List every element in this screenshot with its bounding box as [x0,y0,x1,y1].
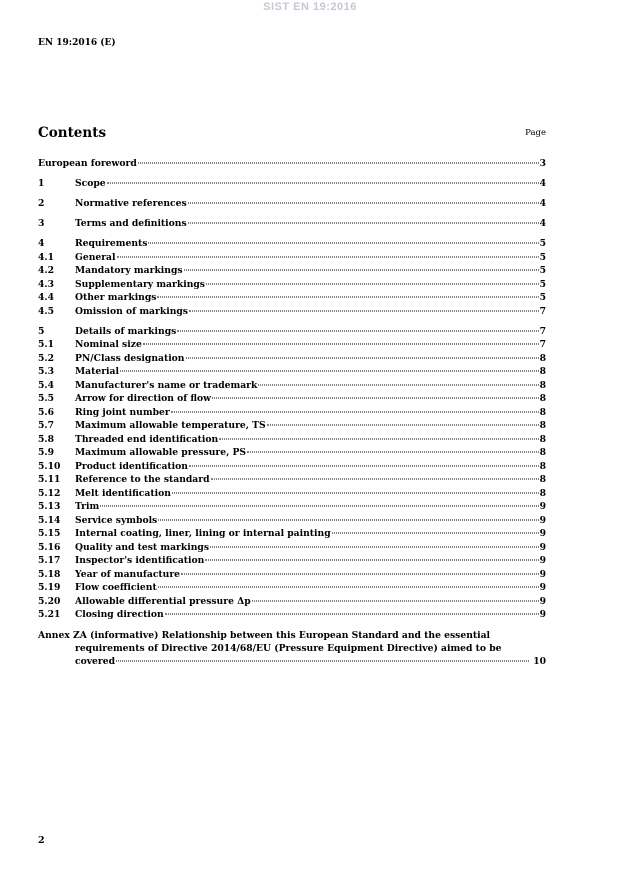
toc-entry-number: 4.5 [38,305,54,317]
dot-leader [332,533,539,534]
dot-leader [258,384,538,385]
toc-entry-title: Service symbols [75,514,158,526]
toc-entry-number: 3 [38,218,45,230]
dot-leader [172,492,539,493]
toc-entry[interactable] [38,554,546,568]
dot-leader [211,479,539,480]
toc-entry[interactable] [38,237,546,251]
toc-entry-page: 9 [539,582,546,594]
toc-entry-number: 4.2 [38,265,54,277]
toc-entry-annex-za[interactable] [38,629,546,668]
toc-entry-page: 9 [539,568,546,580]
toc-entry[interactable] [38,325,546,339]
toc-entry-number: 5.7 [38,420,54,432]
annex-page-number: 10 [533,655,546,667]
toc-entry-number: 5.14 [38,514,61,526]
toc-entry[interactable] [38,406,546,420]
toc-entry-number: 4 [38,238,45,250]
toc-entry-page: 5 [539,278,546,290]
toc-entry-page: 8 [539,474,546,486]
toc-entry[interactable] [38,473,546,487]
toc-entry-number: 5.3 [38,366,54,378]
annex-title-line-3: covered [75,655,116,667]
toc-entry-title: Mandatory markings [75,265,183,277]
annex-title-line-2: requirements of Directive 2014/68/EU (Pressure Equipment Directive) aimed to be [75,642,502,654]
toc-entry-page: 3 [539,158,546,169]
toc-entry-page: 8 [539,433,546,445]
toc-entry-page: 9 [539,609,546,621]
toc-entry-title: Closing direction [75,609,164,621]
toc-entry-page: 8 [539,379,546,391]
toc-entry-page: 8 [539,487,546,499]
toc-entry-title: Year of manufacture [75,568,181,580]
toc-entry-title: Flow coefficient [75,582,157,594]
toc-entry-number: 5.13 [38,501,61,513]
dot-leader [188,203,539,204]
toc-entry-title: Material [75,366,119,378]
toc-entry-title: Scope [75,178,106,190]
toc-entry-page: 8 [539,447,546,459]
toc-entry-title: European foreword [38,158,137,169]
page-column-header: Page [525,128,546,138]
dot-leader [252,600,539,601]
toc-entry[interactable] [38,392,546,406]
dot-leader [177,330,538,331]
toc-entry-page: 8 [539,393,546,405]
toc-entry-number: 5.18 [38,568,61,580]
toc-entry[interactable] [38,500,546,514]
toc-entry-page: 5 [539,251,546,263]
toc-entry-title: Quality and test markings [75,541,210,553]
toc-entry[interactable] [38,291,546,305]
toc-entry[interactable] [38,527,546,541]
toc-entry-title: Details of markings [75,325,177,337]
toc-entry-page: 4 [539,178,546,190]
dot-leader [205,560,538,561]
dot-leader [107,183,539,184]
dot-leader [158,587,539,588]
dot-leader [157,297,538,298]
toc-entry[interactable] [38,197,546,211]
toc-entry[interactable] [38,278,546,292]
toc-entry-number: 5.5 [38,393,54,405]
toc-entry-number: 4.1 [38,251,54,263]
watermark: SIST EN 19:2016 [263,1,357,13]
dot-leader [116,660,529,661]
toc-entry[interactable] [38,581,546,595]
toc-entry-title: PN/Class designation [75,352,185,364]
toc-entry-number: 5.15 [38,528,61,540]
toc-entry-title: Arrow for direction of flow [75,393,212,405]
toc-entry[interactable] [38,487,546,501]
dot-leader [117,256,539,257]
dot-leader [100,506,538,507]
toc-entry-title: Ring joint number [75,406,170,418]
toc-entry-number: 2 [38,198,45,210]
toc-entry-title: Supplementary markings [75,278,205,290]
toc-entry[interactable] [38,514,546,528]
toc-entry-title: Omission of markings [75,305,188,317]
toc-entry-number: 4.4 [38,292,54,304]
toc-entry-number: 5.12 [38,487,61,499]
toc-entry[interactable] [38,352,546,366]
toc-entry-number: 1 [38,178,45,190]
toc-entry[interactable] [38,446,546,460]
toc-entry-page: 5 [539,292,546,304]
toc-entry[interactable] [38,608,546,622]
toc-entry-number: 5.19 [38,582,61,594]
toc-entry[interactable] [38,541,546,555]
toc-entry[interactable] [38,157,546,171]
toc-entry-page: 8 [539,460,546,472]
dot-leader [206,283,539,284]
dot-leader [158,519,538,520]
toc-entry-page: 4 [539,198,546,210]
dot-leader [184,270,539,271]
toc-entry-number: 5.6 [38,406,54,418]
toc-entry[interactable] [38,365,546,379]
toc-entry-title: Melt identification [75,487,171,499]
toc-entry-number: 5.16 [38,541,61,553]
toc-entry-title: Internal coating, liner, lining or internal painting [75,528,331,540]
dot-leader [219,438,538,439]
toc-entry-title: Maximum allowable pressure, PS [75,447,247,459]
toc-entry[interactable] [38,419,546,433]
toc-entry-page: 7 [539,325,546,337]
dot-leader [181,573,539,574]
toc-entry-page: 9 [539,595,546,607]
toc-entry-title: Threaded end identification [75,433,219,445]
toc-entry-title: Terms and definitions [75,218,187,230]
toc-entry-number: 5.8 [38,433,54,445]
toc-entry-page: 7 [539,305,546,317]
toc-entry-number: 4.3 [38,278,54,290]
toc-entry[interactable] [38,338,546,352]
toc-entry[interactable] [38,177,546,191]
toc-entry[interactable] [38,379,546,393]
toc-entry-title: Inspector's identification [75,555,205,567]
dot-leader [212,398,538,399]
toc-entry-page: 9 [539,514,546,526]
toc-entry[interactable] [38,433,546,447]
toc-entry-page: 4 [539,218,546,230]
toc-entry[interactable] [38,595,546,609]
toc-entry-number: 5.10 [38,460,61,472]
toc-entry[interactable] [38,251,546,265]
toc-entry-title: Product identification [75,460,188,472]
dot-leader [189,465,539,466]
toc-entry-number: 5 [38,325,45,337]
contents-heading: Contents [38,125,107,141]
toc-entry-page: 9 [539,501,546,513]
dot-leader [171,411,539,412]
toc-entry-page: 8 [539,352,546,364]
dot-leader [247,452,539,453]
page-number: 2 [38,835,45,846]
toc-entry-page: 7 [539,339,546,351]
toc-entry-title: Other markings [75,292,157,304]
dot-leader [120,371,539,372]
toc-entry-page: 9 [539,528,546,540]
document-id: EN 19:2016 (E) [38,38,116,48]
dot-leader [165,614,539,615]
toc-entry[interactable] [38,305,546,319]
toc-entry-number: 5.11 [38,474,61,486]
toc-entry-number: 5.20 [38,595,61,607]
toc-entry[interactable] [38,264,546,278]
toc-entry-number: 5.4 [38,379,54,391]
toc-entry-title: Allowable differential pressure Δp [75,595,251,607]
toc-entry-page: 9 [539,541,546,553]
toc-entry-page: 9 [539,555,546,567]
toc-entry-title: General [75,251,116,263]
toc-entry-number: 5.17 [38,555,61,567]
toc-entry-title: Requirements [75,238,148,250]
dot-leader [138,163,539,164]
toc-entry[interactable] [38,568,546,582]
dot-leader [210,546,539,547]
toc-entry[interactable] [38,460,546,474]
dot-leader [186,357,539,358]
toc-entry-number: 5.9 [38,447,54,459]
toc-entry-title: Nominal size [75,339,142,351]
toc-entry-page: 8 [539,420,546,432]
toc-entry-page: 8 [539,366,546,378]
dot-leader [267,425,539,426]
dot-leader [143,344,539,345]
dot-leader [189,310,539,311]
toc-entry-title: Trim [75,501,100,513]
toc-entry-title: Normative references [75,198,187,210]
table-of-contents [38,157,546,668]
toc-entry-page: 5 [539,265,546,277]
dot-leader [148,243,538,244]
toc-entry-title: Reference to the standard [75,474,210,486]
toc-entry[interactable] [38,217,546,231]
toc-entry-page: 8 [539,406,546,418]
toc-entry-number: 5.1 [38,339,54,351]
toc-entry-number: 5.21 [38,609,61,621]
toc-entry-title: Maximum allowable temperature, TS [75,420,266,432]
toc-entry-number: 5.2 [38,352,54,364]
toc-entry-title: Manufacturer's name or trademark [75,379,258,391]
toc-entry-page: 5 [539,238,546,250]
dot-leader [188,223,539,224]
annex-title-line-1: Annex ZA (informative) Relationship between this European Standard and the essential [38,629,491,641]
